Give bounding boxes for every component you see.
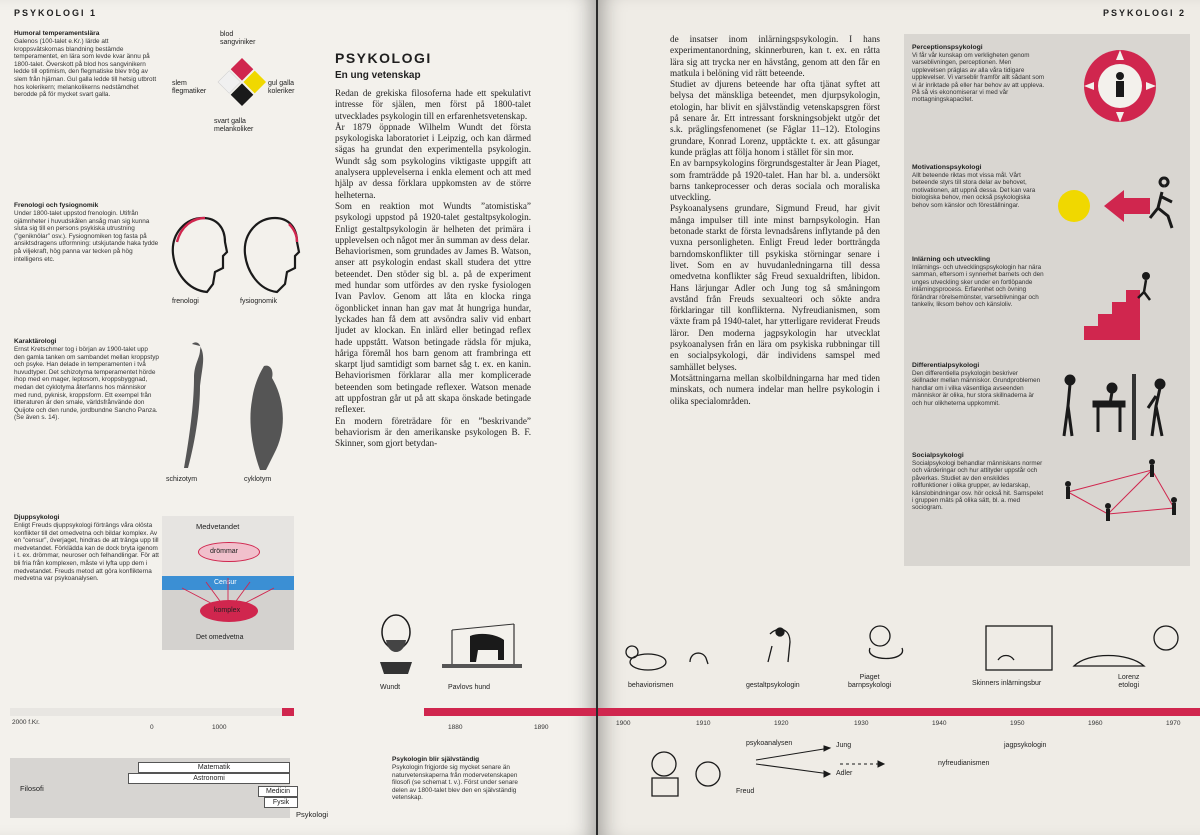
humoral-title: Humoral temperamentslära [14, 30, 100, 37]
box-differential [912, 356, 1046, 407]
diagram-drommar: drömmar [210, 548, 239, 555]
box-motivation-text: Allt beteende riktas mot vissa mål. Vårt beteende styrs till stora delar av behovet, motivationen, att uppnå dessa. Det kan vara biologiska behov, men också psykologiska behov som känslor och föreställningar. [912, 172, 1036, 209]
note-title: Psykologin blir självständig [392, 756, 480, 763]
tick-1890: 1890 [534, 724, 549, 731]
note-text: Psykologin frigjorde sig mycket senare än naturvetenskaperna från modervetenskapen filosofi (se schemat t. v.). Först under senare delen av 1800-talet blev den en självständig vetenskap. [392, 764, 518, 802]
timeline-bar-modern [424, 708, 596, 716]
year-1940: 1940 [932, 720, 947, 727]
year-1950: 1950 [1010, 720, 1025, 727]
frenologi-title: Frenologi och fysiognomik [14, 202, 99, 209]
timeline-marker-early [282, 708, 294, 716]
box-perception [912, 38, 1046, 104]
djup-title: Djuppsykologi [14, 514, 60, 521]
caption-schizotym: schizotym [166, 476, 198, 483]
label-nyfreudianismen: nyfreudianismen [938, 760, 990, 767]
box-perception-text: Vi får vår kunskap om verkligheten genom varseblivningen, perceptionen. Men upplevelsen präglas av alla våra tidigare upplevelser. Vi varseblir framför allt sådant som vi är inriktade på eller har behov av att uppleva. På så vis ekonomiserar vi med vår mottagningskapacitet. [912, 52, 1045, 104]
year-1930: 1930 [854, 720, 869, 727]
diagram-komplex: komplex [214, 607, 241, 614]
caption-wundt: Wundt [380, 684, 401, 691]
note-sjalvstandig [392, 756, 528, 802]
box-differential-title: Differentialpsykologi [912, 362, 980, 369]
frenologi-section [14, 202, 160, 263]
tick-0: 0 [150, 724, 154, 731]
karaktar-title: Karaktärologi [14, 338, 57, 345]
year-1910: 1910 [696, 720, 711, 727]
caption-frenologi: frenologi [172, 298, 199, 305]
year-1960: 1960 [1088, 720, 1103, 727]
right-p4: Psykoanalysens grundare, Sigmund Freud, har givit många impulser till inte minst barnpsykologin. Han betonade starkt de första levnadsårens inflytande på den vuxna personligheten. Enligt Freud leder bortträngda barndomskonflikter till psykiska störningar senare i livet. Som en av huvudanledningarna till dessa omedvetna konflikter såg Freud sexualdriften, libidon. Hans lärjungar Adler och Jung tog så småningom avstånd från Freuds sexualteori och sökte andra förklaringar till konflikterna. Nyfreudianismen, som växte fram på 1940-talet, har ytterligare reviderat Freuds läror. Den moderna jagpsykologin har utvecklat psykoanalysen från en lära om psykiska rubbningar till en socialpsykologi, där individens samspel med samhället belyses. [670, 203, 880, 372]
differential-illustration [1056, 372, 1182, 442]
tick-1000: 1000 [212, 724, 227, 731]
timeline-track-early [10, 708, 294, 716]
article-body [335, 88, 531, 450]
schools-illustrations [618, 612, 1198, 676]
frenologi-text: Under 1800-talet uppstod frenologin. Utifrån ojämnheter i huvudskålen ansåg man sig kunna sluta sig till en persons psykiska utrustning (”geniknölar” osv.). Fysiognomiken tog fasta på ansiktsdragens utformning: utskjutande haka tydde på viljekraft, hög panna var tecken på hög intelligens etc. [14, 210, 159, 263]
humoral-label-right: gul galla koleriker [268, 80, 295, 95]
diagram-omedvetna: Det omedvetna [196, 634, 244, 641]
box-differential-text: Den differentiella psykologin beskriver skillnader mellan människor. Grundproblemen handlar om i vilka väsentliga avseenden människor är olika, hur stora skillnaderna är och hur olikheterna uppkommit. [912, 370, 1041, 407]
right-article-body [670, 34, 880, 407]
year-1970: 1970 [1166, 720, 1181, 727]
humoral-diamond-diagram [216, 50, 268, 114]
caption-fysiognomik: fysiognomik [240, 298, 277, 305]
caption-gestaltpsykologin: gestaltpsykologin [746, 682, 800, 689]
body-type-silhouettes [178, 338, 288, 474]
subfields-panel [904, 34, 1190, 566]
box-motivation-title: Motivationspsykologi [912, 164, 982, 171]
label-psykoanalysen: psykoanalysen [746, 740, 793, 747]
motivation-illustration [1054, 174, 1184, 234]
article-p2: År 1879 öppnade Wilhelm Wundt det första psykologiska laboratoriet i Leipzig, och kan därmed sägas ha grundat den experimentella psykologin. Wundt såg som psykologins viktigaste uppgift att analysera upplevelserna i enkla element och att med hjälp av dessa förklara uppkomsten av de större helheterna. [335, 121, 531, 200]
caption-behaviorismen: behaviorismen [628, 682, 674, 689]
diagram-censur: Censur [214, 579, 237, 586]
bar-fysik: Fysik [264, 797, 298, 808]
caption-skinner: Skinners inlärningsbur [972, 680, 1042, 687]
caption-cyklotym: cyklotym [244, 476, 272, 483]
article-p5: En modern företrädare för en ”beskrivande” behaviorism är den amerikanske psykologen B. F. Skinner, som gjort betydan- [335, 415, 531, 449]
label-filosofi: Filosofi [20, 784, 44, 793]
article-p4: Behaviorismen, som grundades av James B. Watson, anser att psykologin endast skall studera det yttre beteendet. Den stöder sig bl. a. på de experiment med hundar som utfördes av den ryske fysiologen Ivan Pavlov. Genom att låta en klocka ringa ögonblicket innan han gav mat åt hungriga hundar, lyckades han få dem att avsöndra saliv vid enbart ljudet av klockan. En inlärd eller betingad reflex hade uppstått. Watson betingade rädsla för mjuka, håriga föremål hos barn genom att frambringa ett skarpt ljud samtidigt som barnet såg t. ex. en kanin. Behaviorismen förklarar alla mer komplicerade beteenden som betingade reflexer. Watson menade att uppfostran går ut på att skapa önskade betingade reflexer. [335, 246, 531, 415]
bar-astronomi: Astronomi [128, 773, 290, 784]
article-p3: Som en reaktion mot Wundts ”atomistiska” psykologi uppstod på 1920-talet gestaltpsykologin. Enligt gestaltpsykologin är helheten det primära i upplevelsen och något mer än summan av dess delar. [335, 200, 531, 245]
head-profiles-illustration [165, 212, 305, 296]
label-freud: Freud [736, 788, 755, 795]
box-social-title: Socialpsykologi [912, 452, 964, 459]
humoral-section [14, 30, 160, 99]
humoral-text: Galenos (100-talet e.Kr.) lärde att kroppsvätskornas blandning bestämde temperamentet, en lära som levde kvar ännu på 1800-talet. Överskott på blod hos sangvinikern ledde till optimism, den flegmatiske blev trög av slem från hjärnan. Gul galla ledde till hetsig utbrott hos kolerikern; melankolikerns nedstämdhet berodde på för mycket svart galla. [14, 38, 157, 99]
diagram-medvetandet: Medvetandet [196, 522, 240, 531]
humoral-label-bottom: svart galla melankoliker [214, 118, 254, 133]
article-p1: Redan de grekiska filosoferna hade ett spekulativt intresse för själen, men först på 1800-talet utvecklades psykologin till en erfarenhetsvetenskap. [335, 88, 531, 121]
label-adler: Adler [836, 770, 853, 777]
box-inlarning [912, 250, 1046, 308]
box-motivation [912, 158, 1046, 209]
wundt-pavlov-illustration [372, 610, 532, 680]
caption-pavlov: Pavlovs hund [448, 684, 491, 691]
year-1900: 1900 [616, 720, 631, 727]
timeline-bar-right [598, 708, 1200, 716]
right-p1: de insatser inom inlärningspsykologin. I hans experimentanordning, skinnerburen, kan t. ex. en råtta lära sig att trycka ner en hävstång, genom att den får en matkula i belöning vid rätt beteende. [670, 34, 880, 78]
djup-text: Enligt Freuds djuppsykologi förträngs våra olösta konflikter till det omedvetna och bildar komplex. Av en ”censur”, överjaget, hindras de att tränga upp till medvetandet. Förklädda kan de dock bryta igenom i t. ex. drömmar, neuroser och felhandlingar. För att bli fria från komplexen, måste vi lyfta upp dem i medvetandet. Freuds metod att göra konflikterna medvetna var psykoanalysen. [14, 522, 159, 583]
label-psykologi-bar: Psykologi [296, 810, 329, 819]
right-p3: En av barnpsykologins förgrundsgestalter är Jean Piaget, som framträdde på 1920-talet. Han har bl. a. undersökt barns tankeprocesser och deras sociala och moraliska utveckling. [670, 158, 880, 203]
box-social [912, 446, 1046, 512]
humoral-label-left: slem flegmatiker [172, 80, 207, 95]
label-jung: Jung [836, 742, 852, 749]
label-jagpsykologin: jagpsykologin [1004, 742, 1047, 749]
year-1920: 1920 [774, 720, 789, 727]
bar-matematik: Matematik [138, 762, 290, 773]
caption-lorenz: Lorenz etologi [1118, 674, 1140, 689]
page-header-right: PSYKOLOGI 2 [1102, 8, 1186, 18]
box-inlarning-title: Inlärning och utveckling [912, 256, 991, 263]
perception-illustration [1080, 46, 1160, 126]
sociogram-illustration [1056, 450, 1182, 530]
page-header-left: PSYKOLOGI 1 [14, 8, 98, 18]
karaktar-text: Ernst Kretschmer tog i början av 1900-talet upp den gamla tanken om sambandet mellan kroppstyp och psyke. Han delade in temperamenten i två huvudtyper. Det schizotyma temperamentet hörde ihop med en mager, leptosom, kroppsbyggnad, medan det cyklotyma återfanns hos människor med rund, pyknisk, kroppsform. Ett exempel från litteraturen är den smale, världsfrånvände don Quijote och den runde, jordbundne Sancho Panza. (Se även s. 14). [14, 346, 159, 422]
humoral-label-top: blod sangviniker [220, 31, 256, 46]
caption-piaget: Piaget barnpsykologi [848, 674, 892, 689]
right-p5: Motsättningarna mellan skolbildningarna har med tiden minskats, och numera indelar man hellre psykologin i olika specialområden. [670, 372, 880, 406]
stairs-illustration [1084, 270, 1164, 342]
article-title: PSYKOLOGI [335, 50, 432, 66]
box-inlarning-text: Inlärnings- och utvecklingspsykologin har nära samman, eftersom i synnerhet barnets och den unges utveckling sker under en fortlöpande inlärningsprocess. Erfarenhet och övning förändrar rörelsemönster, varseblivningar och tankeliv, liksom behov och känsloliv. [912, 264, 1044, 309]
tick-2000bc: 2000 f.Kr. [12, 719, 40, 726]
right-page [598, 0, 1200, 835]
right-p2: Studiet av djurens beteende har ofta tjänat syftet att belysa det mänskliga beteendet, men djurpsykologin, etologin, har blivit en självständig vetenskapsgren först på senare år. Ett intressant forskningsobjekt utgör det s.k. präglingsfenomenet (se Fåglar 11–12). Etologins grundare, Konrad Lorenz, upptäckte t. ex. att gåsungar kunde präglas att följa honom i stället för sin mor. [670, 79, 880, 157]
tick-1880: 1880 [448, 724, 463, 731]
left-page [0, 0, 596, 835]
box-social-text: Socialpsykologi behandlar människans normer och värderingar och hur attityder uppstår och påverkas. Studiet av den enskildes rollfunktioner i olika grupper, av ledarskap, känslobindningar osv. hör också hit. Samspelet i gruppen mäts på olika sätt, bl. a. med sociogram. [912, 460, 1044, 512]
article-subtitle: En ung vetenskap [335, 70, 421, 81]
djup-section [14, 514, 160, 583]
karaktar-section [14, 338, 160, 422]
freud-mind-diagram [162, 516, 294, 650]
bar-medicin: Medicin [258, 786, 298, 797]
box-perception-title: Perceptionspsykologi [912, 44, 983, 51]
